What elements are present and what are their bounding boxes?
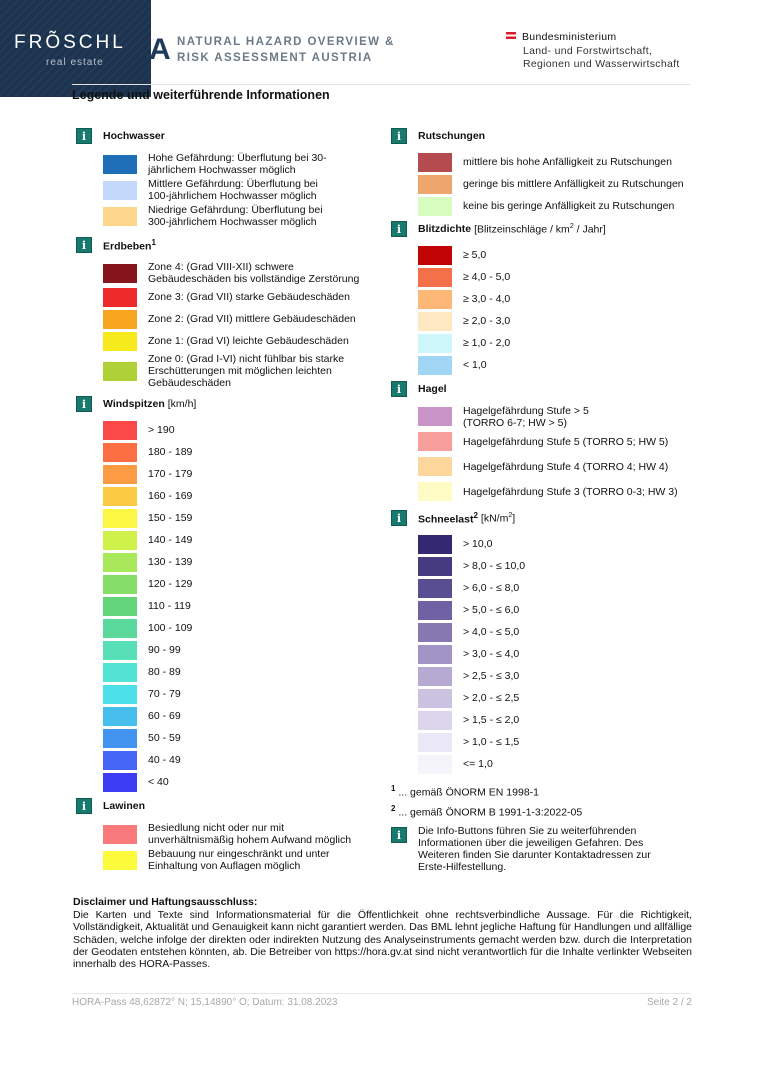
- info-note: [391, 825, 701, 873]
- section-title: Hagel: [418, 383, 447, 395]
- legend-item: [103, 617, 381, 639]
- legend-label: ≥ 5,0: [463, 249, 487, 261]
- legend-item: [103, 595, 381, 617]
- color-swatch: [103, 443, 137, 462]
- legend-item: [103, 705, 381, 727]
- color-swatch: [418, 645, 452, 664]
- legend-label: 140 - 149: [148, 534, 193, 546]
- color-swatch: [418, 312, 452, 331]
- legend-item: [103, 661, 381, 683]
- info-icon[interactable]: i: [391, 221, 407, 237]
- legend-left-column: [76, 127, 381, 873]
- legend-item: Zone 3: (Grad VII) starke Gebäudeschäden: [103, 286, 381, 308]
- legend-item: [418, 151, 701, 173]
- color-swatch: [103, 751, 137, 770]
- info-icon[interactable]: i: [391, 827, 407, 843]
- legend-label: keine bis geringe Anfälligkeit zu Rutschungen: [463, 200, 675, 212]
- legend-item: [418, 429, 701, 454]
- color-swatch: [418, 711, 452, 730]
- section-unit: [km/h]: [167, 398, 197, 410]
- legend-item: [103, 727, 381, 749]
- legend-label: 40 - 49: [148, 754, 181, 766]
- section-rutschungen: [391, 127, 701, 145]
- section-title: Lawinen: [103, 800, 146, 812]
- legend-label: 50 - 59: [148, 732, 181, 744]
- footnote-2: $^2$ ... gemäß ÖNORM B 1991-1-3:2022-05: [391, 803, 583, 818]
- color-swatch: [103, 181, 137, 200]
- legend-label: > 190: [148, 424, 175, 436]
- legend-item: [103, 463, 381, 485]
- legend-label: > 1,0 - ≤ 1,5: [463, 736, 520, 748]
- color-swatch: [418, 246, 452, 265]
- legend-label: > 2,5 - ≤ 3,0: [463, 670, 520, 682]
- legend-label: 160 - 169: [148, 490, 193, 502]
- legend-right-column: [391, 127, 701, 873]
- hora-tagline-2: RISK ASSESSMENT AUSTRIA: [177, 52, 373, 64]
- legend-item: [418, 266, 701, 288]
- legend-item: [103, 683, 381, 705]
- legend-item: [418, 244, 701, 266]
- color-swatch: [418, 733, 452, 752]
- legend-label: 170 - 179: [148, 468, 193, 480]
- legend-item: [103, 529, 381, 551]
- legend-item: [418, 731, 701, 753]
- ministry-line-3: Regionen und Wasserwirtschaft: [523, 58, 680, 70]
- color-swatch: [418, 482, 452, 501]
- color-swatch: [103, 288, 137, 307]
- legend-label: ≥ 2,0 - 3,0: [463, 315, 511, 327]
- info-icon[interactable]: i: [76, 128, 92, 144]
- legend-label: 110 - 119: [148, 600, 191, 612]
- legend-label: Hagelgefährdung Stufe 4 (TORRO 4; HW 4): [463, 460, 669, 473]
- color-swatch: [103, 310, 137, 329]
- legend-item: Mittlere Gefährdung: Überflutung bei 100-jährlichem Hochwasser möglich: [103, 177, 381, 203]
- section-lawinen: [76, 797, 381, 815]
- legend-label: 120 - 129: [148, 578, 193, 590]
- legend-item: Hohe Gefährdung: Überflutung bei 30-jährlichem Hochwasser möglich: [103, 151, 381, 177]
- legend-label: ≥ 1,0 - 2,0: [463, 337, 511, 349]
- section-hochwasser: [76, 127, 381, 145]
- color-swatch: [418, 557, 452, 576]
- legend-item: [418, 479, 701, 504]
- footnotes: [391, 781, 701, 820]
- color-swatch: [103, 729, 137, 748]
- hora-logo-letter: A: [149, 33, 171, 66]
- section-title: Blitzdichte: [418, 223, 472, 235]
- legend-label: < 1,0: [463, 359, 487, 371]
- legend-item: [418, 173, 701, 195]
- color-swatch: [103, 264, 137, 283]
- color-swatch: [103, 707, 137, 726]
- color-swatch: [418, 689, 452, 708]
- section-unit: [Blitzeinschläge / $km^2$ / Jahr]: [474, 222, 606, 236]
- legend-item: [418, 621, 701, 643]
- legend-item: [418, 687, 701, 709]
- logo-badge: [0, 0, 151, 97]
- color-swatch: [418, 407, 452, 426]
- section-title: Hochwasser: [103, 130, 165, 142]
- color-swatch: [103, 155, 137, 174]
- color-swatch: [103, 773, 137, 792]
- legend-item: Niedrige Gefährdung: Überflutung bei 300-jährlichem Hochwasser möglich: [103, 203, 381, 229]
- info-icon[interactable]: i: [391, 128, 407, 144]
- info-icon[interactable]: i: [76, 237, 92, 253]
- info-icon[interactable]: i: [391, 510, 407, 526]
- header-divider: [72, 84, 690, 85]
- legend-item: Besiedlung nicht oder nur mit unverhältnismäßig hohem Aufwand möglich: [103, 821, 381, 847]
- page-title: Legende und weiterführende Informationen: [72, 88, 330, 102]
- color-swatch: [418, 334, 452, 353]
- legend-label: > 5,0 - ≤ 6,0: [463, 604, 520, 616]
- footer-location-date: HORA-Pass 48,62872° N; 15,14890° O; Datum: 31.08.2023: [72, 997, 338, 1008]
- color-swatch: [418, 153, 452, 172]
- legend-label: ≥ 3,0 - 4,0: [463, 293, 511, 305]
- legend-item: Bebauung nur eingeschränkt und unter Einhaltung von Auflagen möglich: [103, 847, 381, 873]
- section-blitzdichte: [391, 220, 701, 238]
- color-swatch: [418, 457, 452, 476]
- info-icon[interactable]: i: [391, 381, 407, 397]
- legend-item: [418, 555, 701, 577]
- legend-label: > 1,5 - ≤ 2,0: [463, 714, 520, 726]
- legend-label: 130 - 139: [148, 556, 193, 568]
- legend-item: [103, 749, 381, 771]
- color-swatch: [103, 465, 137, 484]
- ministry-line-2: Land- und Forstwirtschaft,: [523, 44, 653, 57]
- color-swatch: [103, 332, 137, 351]
- legend-item: Zone 0: (Grad I-VI) nicht fühlbar bis starke Erschütterungen mit möglichen leichten Gebäudeschäden: [103, 352, 381, 390]
- legend-item: [103, 551, 381, 573]
- section-schneelast: [391, 509, 701, 527]
- color-swatch: [103, 421, 137, 440]
- legend-label: > 10,0: [463, 538, 493, 550]
- legend-item: [418, 288, 701, 310]
- color-swatch: [103, 825, 137, 844]
- legend-label: geringe bis mittlere Anfälligkeit zu Rutschungen: [463, 178, 684, 190]
- color-swatch: [103, 575, 137, 594]
- color-swatch: [103, 851, 137, 870]
- section-title: Windspitzen: [103, 398, 165, 410]
- legend-label: Hagelgefährdung Stufe 3 (TORRO 0-3; HW 3): [463, 485, 678, 498]
- legend-item: [418, 332, 701, 354]
- legend-label: 100 - 109: [148, 622, 193, 634]
- section-windspitzen: [76, 395, 381, 413]
- color-swatch: [418, 623, 452, 642]
- ministry-line-1: Bundesministerium: [522, 31, 617, 43]
- section-hagel: [391, 380, 701, 398]
- legend-label: mittlere bis hohe Anfälligkeit zu Rutschungen: [463, 156, 672, 168]
- legend-label: 150 - 159: [148, 512, 193, 524]
- section-title: Schneelast$^2$: [418, 510, 478, 526]
- legend-item: [418, 753, 701, 775]
- legend-item: [418, 665, 701, 687]
- disclaimer-title: Disclaimer und Haftungsausschluss:: [73, 896, 258, 908]
- legend-label: > 8,0 - ≤ 10,0: [463, 560, 526, 572]
- section-title: Rutschungen: [418, 130, 486, 142]
- legend-label: ≥ 4,0 - 5,0: [463, 271, 511, 283]
- legend-item: [418, 310, 701, 332]
- info-icon[interactable]: i: [76, 798, 92, 814]
- legend-label: 80 - 89: [148, 666, 181, 678]
- color-swatch: [418, 290, 452, 309]
- color-swatch: [103, 663, 137, 682]
- footnote-1: $^1$ ... gemäß ÖNORM EN 1998-1: [391, 784, 540, 799]
- legend-item: [103, 573, 381, 595]
- legend-label: Hagelgefährdung Stufe 5 (TORRO 5; HW 5): [463, 435, 669, 448]
- color-swatch: [418, 755, 452, 774]
- legend-item: Hagelgefährdung Stufe > 5 (TORRO 6-7; HW > 5): [418, 404, 701, 429]
- color-swatch: [418, 175, 452, 194]
- color-swatch: [418, 268, 452, 287]
- color-swatch: [418, 601, 452, 620]
- color-swatch: [418, 667, 452, 686]
- legend-item: [103, 507, 381, 529]
- legend-item: Zone 4: (Grad VIII-XII) schwere Gebäudeschäden bis vollständige Zerstörung: [103, 260, 381, 286]
- legend-label: 60 - 69: [148, 710, 181, 722]
- color-swatch: [418, 535, 452, 554]
- color-swatch: [103, 685, 137, 704]
- legend-item: [418, 643, 701, 665]
- color-swatch: [103, 531, 137, 550]
- legend-item: [418, 709, 701, 731]
- legend-label: 180 - 189: [148, 446, 193, 458]
- legend-item: Zone 2: (Grad VII) mittlere Gebäudeschäden: [103, 308, 381, 330]
- color-swatch: [103, 553, 137, 572]
- legend-item: [418, 354, 701, 376]
- color-swatch: [418, 356, 452, 375]
- color-swatch: [418, 197, 452, 216]
- austria-flag-icon: [506, 32, 516, 39]
- legend-item: [103, 419, 381, 441]
- section-title: Erdbeben$^1$: [103, 237, 156, 253]
- legend-label: > 3,0 - ≤ 4,0: [463, 648, 520, 660]
- logo-subtitle: real estate: [46, 57, 104, 68]
- legend-label: <= 1,0: [463, 758, 493, 770]
- legend-item: [418, 533, 701, 555]
- legend-item: [103, 639, 381, 661]
- legend-label: > 2,0 - ≤ 2,5: [463, 692, 520, 704]
- legend-item: [103, 485, 381, 507]
- footer-divider: [72, 993, 691, 994]
- legend-label: > 6,0 - ≤ 8,0: [463, 582, 520, 594]
- logo-name: FRÕSCHL: [14, 32, 126, 53]
- legend-item: [103, 441, 381, 463]
- color-swatch: [103, 487, 137, 506]
- info-icon[interactable]: i: [76, 396, 92, 412]
- info-note-text: Die Info-Buttons führen Sie zu weiterführenden Informationen über die jeweiligen Gefahren. Des Weiteren finden Sie darunter Kontaktadressen zur Erste-Hilfestellung.: [418, 825, 651, 873]
- legend-item: [418, 454, 701, 479]
- legend-item: [103, 771, 381, 793]
- color-swatch: [103, 619, 137, 638]
- color-swatch: [103, 509, 137, 528]
- section-unit: $[kN/m^2]$: [480, 511, 516, 525]
- color-swatch: [103, 641, 137, 660]
- legend-label: < 40: [148, 776, 169, 788]
- legend-item: [418, 577, 701, 599]
- legend-label: 90 - 99: [148, 644, 181, 656]
- color-swatch: [418, 432, 452, 451]
- ministry-logo: [506, 31, 680, 72]
- color-swatch: [103, 207, 137, 226]
- legend-item: [418, 195, 701, 217]
- disclaimer-text: Die Karten und Texte sind Informationsmaterial für die Öffentlichkeit ohne rechtsverbindliche Aussage. Für die Richtigkeit, Vollständigkeit, Aktualität und Genauigkeit kann nicht garantiert werden. Das BML lehnt jegliche Haftung für Handlungen und allfällige Schäden, welche infolge der direkten oder indirekten Nutzung des Analyseinstruments gemacht werden bzw. durch die Interpretation der Geodaten entstehen könnten, ab. Die Betreiber von https://hora.gv.at sind nicht verantwortlich für die Inhalte verlinkter Webseiten innerhalb des HORA-Passes.: [73, 909, 692, 971]
- footer-page-number: Seite 2 / 2: [646, 997, 692, 1008]
- color-swatch: [418, 579, 452, 598]
- hora-tagline-1: NATURAL HAZARD OVERVIEW &: [177, 36, 395, 48]
- color-swatch: [103, 362, 137, 381]
- legend-label: > 4,0 - ≤ 5,0: [463, 626, 520, 638]
- color-swatch: [103, 597, 137, 616]
- legend-item: Zone 1: (Grad VI) leichte Gebäudeschäden: [103, 330, 381, 352]
- disclaimer: [73, 896, 692, 970]
- section-erdbeben: [76, 236, 381, 254]
- legend-item: [418, 599, 701, 621]
- legend-label: 70 - 79: [148, 688, 181, 700]
